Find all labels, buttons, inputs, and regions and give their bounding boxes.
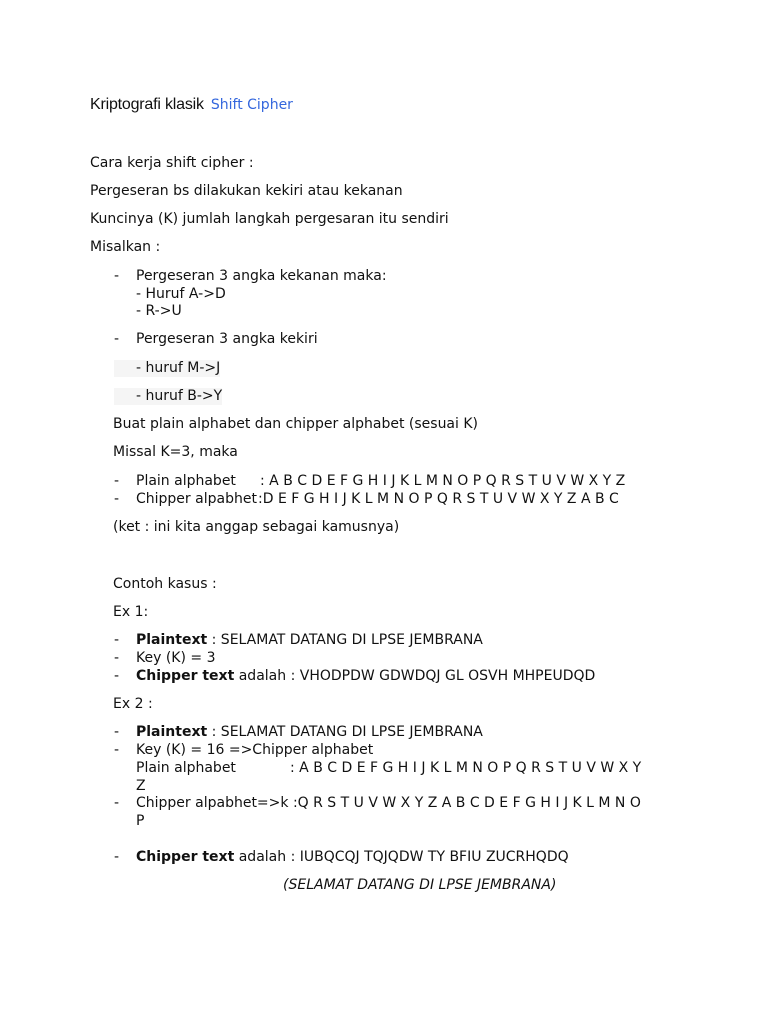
bullet-dash: - xyxy=(114,650,120,666)
bullet-dash: - xyxy=(114,742,120,758)
intro-line-4: Misalkan : xyxy=(90,239,161,255)
ex1-plaintext-value: : SELAMAT DATANG DI LPSE JEMBRANA xyxy=(207,632,483,648)
contoh-heading: Contoh kasus : xyxy=(113,576,217,592)
bullet-dash: - xyxy=(114,473,120,489)
bullet-dash: - xyxy=(114,268,120,284)
ex2-plain-alphabet-wrap: Z xyxy=(136,778,146,794)
ex2-chipper-alphabet: Chipper alpabhet=>k :Q R S T U V W X Y Z A B C D E F G H I J K L M N O xyxy=(136,795,641,811)
document-title xyxy=(90,94,293,114)
ex2-key: Key (K) = 16 =>Chipper alphabet xyxy=(136,742,374,758)
plain-alphabet-label: Plain alphabet xyxy=(136,473,236,489)
ex2-chippertext-label: Chipper text xyxy=(136,849,235,865)
right-shift-example-2: - R->U xyxy=(136,303,182,319)
bullet-dash: - xyxy=(114,632,120,648)
bullet-dash: - xyxy=(114,849,120,865)
ex2-chippertext xyxy=(136,849,569,866)
chipper-alphabet-value: :D E F G H I J K L M N O P Q R S T U V W X Y Z A B C xyxy=(258,491,619,507)
right-shift-title: Pergeseran 3 angka kekanan maka: xyxy=(136,268,387,284)
title-subtitle: Shift Cipher xyxy=(210,97,293,113)
left-shift-example-1: - huruf M->J xyxy=(114,360,220,377)
bullet-dash: - xyxy=(114,668,120,684)
ex1-plaintext xyxy=(136,632,483,649)
ex2-plaintext xyxy=(136,724,483,741)
ex2-label: Ex 2 : xyxy=(113,696,153,712)
ex2-plaintext-value: : SELAMAT DATANG DI LPSE JEMBRANA xyxy=(207,724,483,740)
ex1-key: Key (K) = 3 xyxy=(136,650,216,666)
missal-line: Missal K=3, maka xyxy=(113,444,238,460)
title-main: Kriptografi klasik xyxy=(90,96,204,113)
ex1-plaintext-label: Plaintext xyxy=(136,632,208,648)
ex1-chippertext-label: Chipper text xyxy=(136,668,235,684)
right-shift-example-1: - Huruf A->D xyxy=(136,286,226,302)
bullet-dash: - xyxy=(114,491,120,507)
bullet-dash: - xyxy=(114,724,120,740)
ex2-plain-alphabet-label: Plain alphabet xyxy=(136,760,236,776)
chipper-alphabet-label: Chipper alpabhet xyxy=(136,491,257,507)
ex1-label: Ex 1: xyxy=(113,604,149,620)
ket-note: (ket : ini kita anggap sebagai kamusnya) xyxy=(113,519,400,535)
ex1-chippertext-value: adalah : VHODPDW GDWDQJ GL OSVH MHPEUDQD xyxy=(234,668,596,684)
make-alphabet-line: Buat plain alphabet dan chipper alphabet (sesuai K) xyxy=(113,416,478,432)
bullet-dash: - xyxy=(114,795,120,811)
ex2-plain-alphabet-value: : A B C D E F G H I J K L M N O P Q R S T U V W X Y xyxy=(290,760,642,776)
left-shift-title: Pergeseran 3 angka kekiri xyxy=(136,331,318,347)
bullet-dash: - xyxy=(114,331,120,347)
intro-line-1: Cara kerja shift cipher : xyxy=(90,155,254,171)
ex2-chipper-alphabet-wrap: P xyxy=(136,813,145,829)
intro-line-3: Kuncinya (K) jumlah langkah pergesaran itu sendiri xyxy=(90,211,449,227)
ex2-plaintext-label: Plaintext xyxy=(136,724,208,740)
left-shift-example-2: - huruf B->Y xyxy=(114,388,222,405)
ex1-chippertext xyxy=(136,668,595,685)
ex2-decoded: (SELAMAT DATANG DI LPSE JEMBRANA) xyxy=(283,877,557,893)
intro-line-2: Pergeseran bs dilakukan kekiri atau kekanan xyxy=(90,183,403,199)
plain-alphabet-value: : A B C D E F G H I J K L M N O P Q R S T U V W X Y Z xyxy=(260,473,626,489)
ex2-chippertext-value: adalah : IUBQCQJ TQJQDW TY BFIU ZUCRHQDQ xyxy=(234,849,569,865)
